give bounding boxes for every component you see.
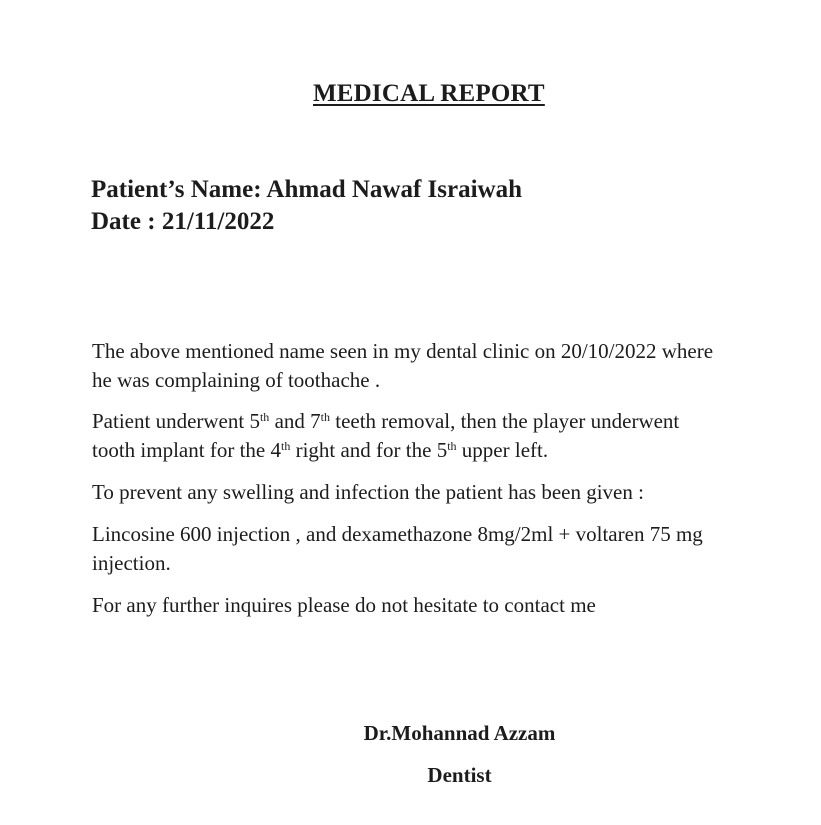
patient-name-line bbox=[91, 176, 522, 204]
paragraph-visit-line-2: he was complaining of toothache . bbox=[92, 368, 381, 392]
paragraph-medication-line-1: Lincosine 600 injection , and dexamethazone 8mg/2ml + voltaren 75 mg bbox=[92, 522, 703, 546]
paragraph-procedure-line-1 bbox=[92, 411, 679, 432]
patient-name-label: Patient’s Name: bbox=[91, 176, 262, 203]
procedure-text-d: tooth implant for the 4 bbox=[92, 438, 281, 462]
paragraph-medication-line-2: injection. bbox=[92, 551, 171, 575]
signature-doctor-name: Dr.Mohannad Azzam bbox=[363, 721, 556, 745]
ordinal-suffix: th bbox=[259, 410, 270, 424]
paragraph-procedure-line-2 bbox=[92, 440, 548, 461]
procedure-text-a: Patient underwent 5 bbox=[92, 409, 260, 433]
ordinal-suffix: th bbox=[447, 439, 457, 453]
paragraph-visit-line-1: The above mentioned name seen in my dental clinic on 20/10/2022 where bbox=[92, 339, 714, 363]
ordinal-suffix: th bbox=[320, 410, 330, 424]
procedure-text-e: right and for the 5 bbox=[290, 438, 448, 462]
signature-role: Dentist bbox=[427, 763, 492, 787]
paragraph-contact: For any further inquires please do not hesitate to contact me bbox=[92, 593, 596, 617]
paragraph-prevention: To prevent any swelling and infection the patient has been given : bbox=[92, 480, 644, 504]
procedure-text-b: and 7 bbox=[269, 409, 321, 433]
ordinal-suffix: th bbox=[280, 439, 291, 453]
report-title: MEDICAL REPORT bbox=[313, 80, 545, 107]
report-date-label: Date : bbox=[91, 208, 156, 235]
report-date-line bbox=[91, 208, 274, 236]
procedure-text-f: upper left. bbox=[456, 438, 549, 462]
report-date-value: 21/11/2022 bbox=[161, 208, 275, 235]
procedure-text-c: teeth removal, then the player underwent bbox=[329, 409, 680, 433]
patient-name-value: Ahmad Nawaf Israiwah bbox=[266, 176, 523, 203]
